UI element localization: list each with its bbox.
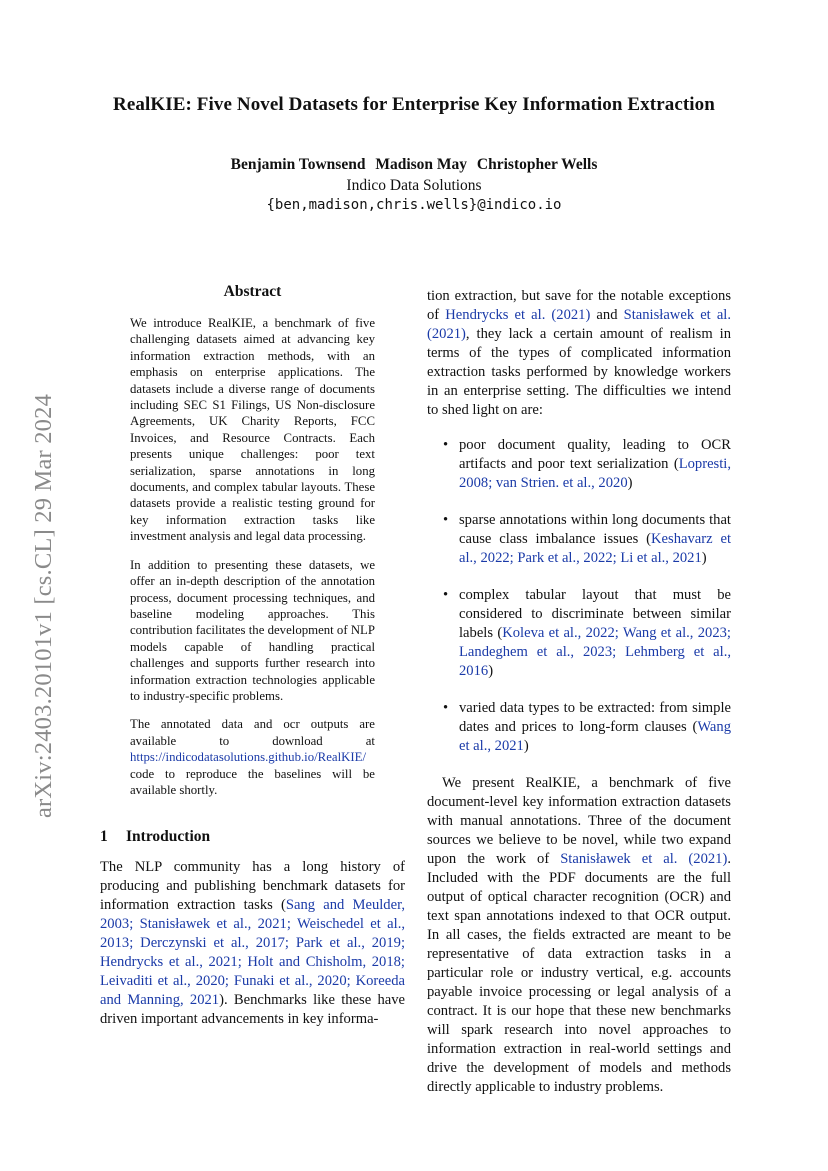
list-text: ) <box>627 475 633 491</box>
body-text: . Included with the PDF documents are the full output of optical character recognition (OCR) and text span annotations indexed to that OCR output. In all cases, the fields extracted are meant to be representative of data extraction tasks in a particular role or industry vertical, e.g. accounts payable invoice processing or legal analysis of a contract. It is our hope that these new benchmarks will spark research into novel approaches to information extraction in real-world settings and drive the development of models and methods directly applicable to industry problems. <box>427 851 731 1095</box>
arxiv-stamp: arXiv:2403.20101v1 [cs.CL] 29 Mar 2024 <box>30 393 57 819</box>
abstract-heading: Abstract <box>223 283 282 300</box>
list-text: poor document quality, leading to OCR artifacts and poor text serialization ( <box>459 437 731 472</box>
citation-link[interactable]: Stanisławek et al. (2021) <box>560 851 728 867</box>
citation-link[interactable]: Stanisławek et al. (2021) <box>427 307 731 342</box>
section-heading <box>100 828 405 846</box>
list-text: ) <box>488 663 494 679</box>
dataset-link[interactable]: https://indicodatasolutions.github.io/RealKIE/ <box>130 750 367 765</box>
author-name: Benjamin Townsend <box>230 156 366 173</box>
body-text: and <box>590 307 624 323</box>
right-column <box>427 287 731 1097</box>
bullet-icon: • <box>443 437 449 453</box>
abstract-body <box>130 315 375 798</box>
citation-link[interactable]: Sang and Meulder, 2003; Stanisławek et al., 2021; Weischedel et al., 2013; Derczynski et al., 2017; Park et al., 2019; Hendrycks et al., 2021; Holt and Chisholm, 2018; Leivaditi et al., 2020; Funaki et al., 2020; Koreeda and Manning, 2021 <box>100 897 405 1009</box>
left-column <box>100 283 405 1029</box>
intro-continuation <box>427 287 731 420</box>
affiliation: Indico Data Solutions <box>346 177 482 194</box>
body-text: We present RealKIE, a benchmark of five document-level key information extraction datasets with manual annotations. Three of the document sources we believe to be novel, while two expand upon the work of <box>427 775 731 867</box>
author-emails: {ben,madison,chris.wells}@indico.io <box>266 197 562 213</box>
author-list <box>0 156 828 174</box>
section-title: Introduction <box>126 828 211 846</box>
body-text: tion extraction, but save for the notable exceptions of <box>427 288 731 323</box>
body-text: , they lack a certain amount of realism in terms of the types of complicated information extraction tasks performed by knowledge workers in an enterprise setting. The difficulties we intend to shed light on are: <box>427 326 731 418</box>
list-text: sparse annotations within long documents that cause class imbalance issues ( <box>459 512 731 547</box>
body-text: The NLP community has a long history of producing and publishing benchmark datasets for information extraction tasks ( <box>100 859 405 914</box>
bullet-icon: • <box>443 700 449 716</box>
paper-title: RealKIE: Five Novel Datasets for Enterprise Key Information Extraction <box>113 94 715 115</box>
abstract-text: The annotated data and ocr outputs are available to download at <box>130 717 375 748</box>
citation-link[interactable]: Keshavarz et al., 2022; Park et al., 2022; Li et al., 2021 <box>459 531 731 566</box>
author-name: Christopher Wells <box>476 156 598 173</box>
citation-link[interactable]: Koleva et al., 2022; Wang et al., 2023; Landeghem et al., 2023; Lehmberg et al., 2016 <box>459 625 731 679</box>
citation-link[interactable]: Lopresti, 2008; van Strien. et al., 2020 <box>459 456 731 491</box>
list-text: varied data types to be extracted: from simple dates and prices to long-form clauses ( <box>459 700 731 735</box>
list-item <box>427 436 731 493</box>
citation-link[interactable]: Wang et al., 2021 <box>459 719 731 754</box>
section-number: 1 <box>100 828 108 846</box>
abstract-text: code to reproduce the baselines will be available shortly. <box>130 766 375 797</box>
list-text: complex tabular layout that must be considered to discriminate between similar labels ( <box>459 587 731 641</box>
difficulty-list <box>427 436 731 756</box>
abstract-paragraph: In addition to presenting these datasets, we offer an in-depth description of the annotation process, document processing techniques, and baseline modeling approaches. This contribution facilitates the development of NLP models capable of handling practical challenges and supports further research into information extraction technologies applicable to industry-specific problems. <box>130 557 375 703</box>
intro-paragraph <box>427 774 731 1097</box>
bullet-icon: • <box>443 587 449 603</box>
list-item <box>427 699 731 756</box>
list-item <box>427 586 731 681</box>
intro-paragraph <box>100 858 405 1029</box>
citation-link[interactable]: Hendrycks et al. (2021) <box>445 307 591 323</box>
bullet-icon: • <box>443 512 449 528</box>
list-text: ) <box>523 738 529 754</box>
abstract-paragraph <box>130 716 375 798</box>
author-name: Madison May <box>375 156 468 173</box>
list-item <box>427 511 731 568</box>
list-text: ) <box>701 550 707 566</box>
abstract-paragraph: We introduce RealKIE, a benchmark of five challenging datasets aimed at advancing key information extraction methods, with an emphasis on enterprise applications. The datasets include a diverse range of documents including SEC S1 Filings, US Non-disclosure Agreements, UK Charity Reports, FCC Invoices, and Resource Contracts. Each presents unique challenges: poor text serialization, sparse annotations in long documents, and complex tabular layouts. These datasets provide a realistic testing ground for key information extraction tasks like investment analysis and legal data processing. <box>130 316 375 544</box>
body-text: ). Benchmarks like these have driven important advancements in key informa- <box>100 992 405 1028</box>
